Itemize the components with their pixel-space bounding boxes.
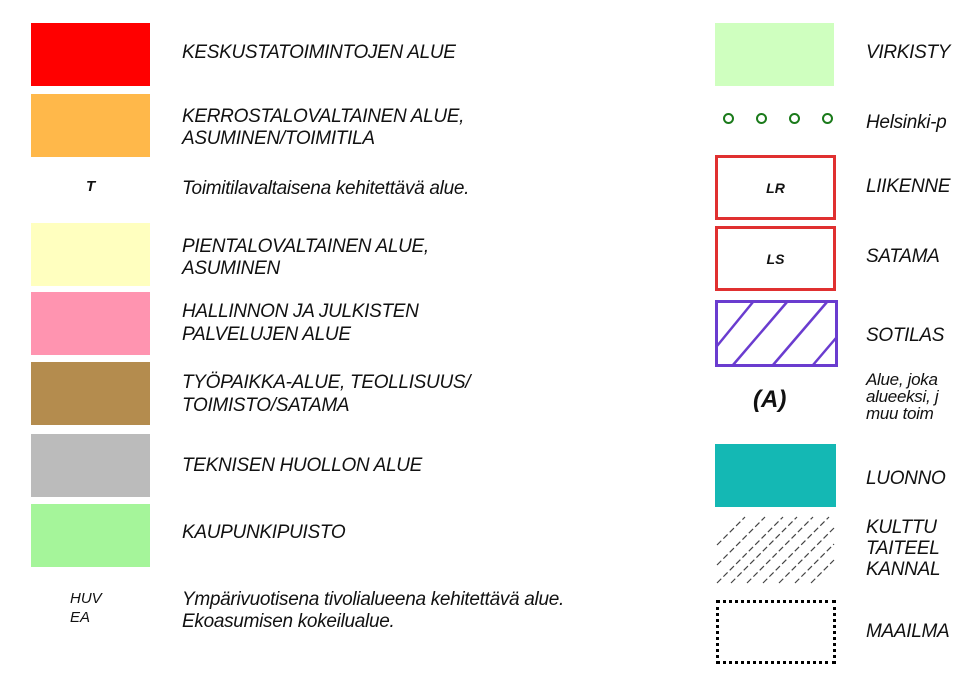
label-huv-2: Ekoasumisen kokeilualue.	[182, 611, 395, 632]
swatch-pientalo	[31, 223, 150, 286]
label-pientalo-1: PIENTALOVALTAINEN ALUE,	[182, 236, 429, 257]
label-kaupunkipuisto: KAUPUNKIPUISTO	[182, 522, 346, 543]
dot-marker	[756, 113, 767, 124]
label-hallinto-1: HALLINNON JA JULKISTEN	[182, 301, 419, 322]
label-maailma: MAAILMA	[866, 621, 950, 642]
swatch-tekninen	[31, 434, 150, 497]
swatch-satama	[715, 226, 836, 291]
label-alue-1: Alue, joka	[866, 370, 938, 389]
swatch-keskusta	[31, 23, 150, 86]
label-kulttuuri-2: TAITEEL	[866, 538, 940, 559]
dot-marker	[723, 113, 734, 124]
label-hallinto-2: PALVELUJEN ALUE	[182, 324, 351, 345]
label-tyopaikka-1: TYÖPAIKKA-ALUE, TEOLLISUUS/	[182, 372, 471, 393]
label-alue-2: alueeksi, j	[866, 387, 939, 406]
label-keskusta: KESKUSTATOIMINTOJEN ALUE	[182, 42, 456, 63]
swatch-kaupunkipuisto	[31, 504, 150, 567]
code-huv: HUV	[70, 590, 102, 607]
dot-marker	[789, 113, 800, 124]
label-huv-1: Ympärivuotisena tivolialueena kehitettävä alue.	[182, 589, 564, 610]
swatch-sotilas	[715, 300, 838, 367]
code-lr: LR	[766, 179, 785, 196]
label-sotilas: SOTILAS	[866, 325, 945, 346]
label-kerrostalo-1: KERROSTALOVALTAINEN ALUE,	[182, 106, 465, 127]
label-kerrostalo-2: ASUMINEN/TOIMITILA	[182, 128, 375, 149]
swatch-tyopaikka	[31, 362, 150, 425]
dot-marker	[822, 113, 833, 124]
helsinki-dots-symbol	[723, 113, 833, 124]
label-tekninen: TEKNISEN HUOLLON ALUE	[182, 455, 423, 476]
swatch-hallinto	[31, 292, 150, 355]
swatch-maailma	[716, 600, 836, 664]
label-alue-3: muu toim	[866, 404, 934, 423]
label-satama: SATAMA	[866, 246, 940, 267]
swatch-kerrostalo	[31, 94, 150, 157]
label-kulttuuri-1: KULTTU	[866, 517, 937, 538]
swatch-luonnon	[715, 444, 836, 507]
label-helsinki: Helsinki-p	[866, 112, 947, 133]
label-kulttuuri-3: KANNAL	[866, 559, 941, 580]
label-toimitila: Toimitilavaltaisena kehitettävä alue.	[182, 178, 470, 199]
code-toimitila: T	[86, 178, 96, 195]
label-virkistys: VIRKISTY	[866, 42, 951, 63]
swatch-kulttuuri-hatch	[715, 515, 836, 585]
label-luonnon: LUONNO	[866, 468, 946, 489]
label-liikenne: LIIKENNE	[866, 176, 951, 197]
label-pientalo-2: ASUMINEN	[182, 258, 280, 279]
swatch-liikenne	[715, 155, 836, 220]
swatch-virkistys	[715, 23, 834, 86]
code-ea: EA	[70, 609, 91, 626]
label-tyopaikka-2: TOIMISTO/SATAMA	[182, 395, 350, 416]
code-a: (A)	[753, 386, 787, 413]
code-ls: LS	[766, 250, 785, 267]
